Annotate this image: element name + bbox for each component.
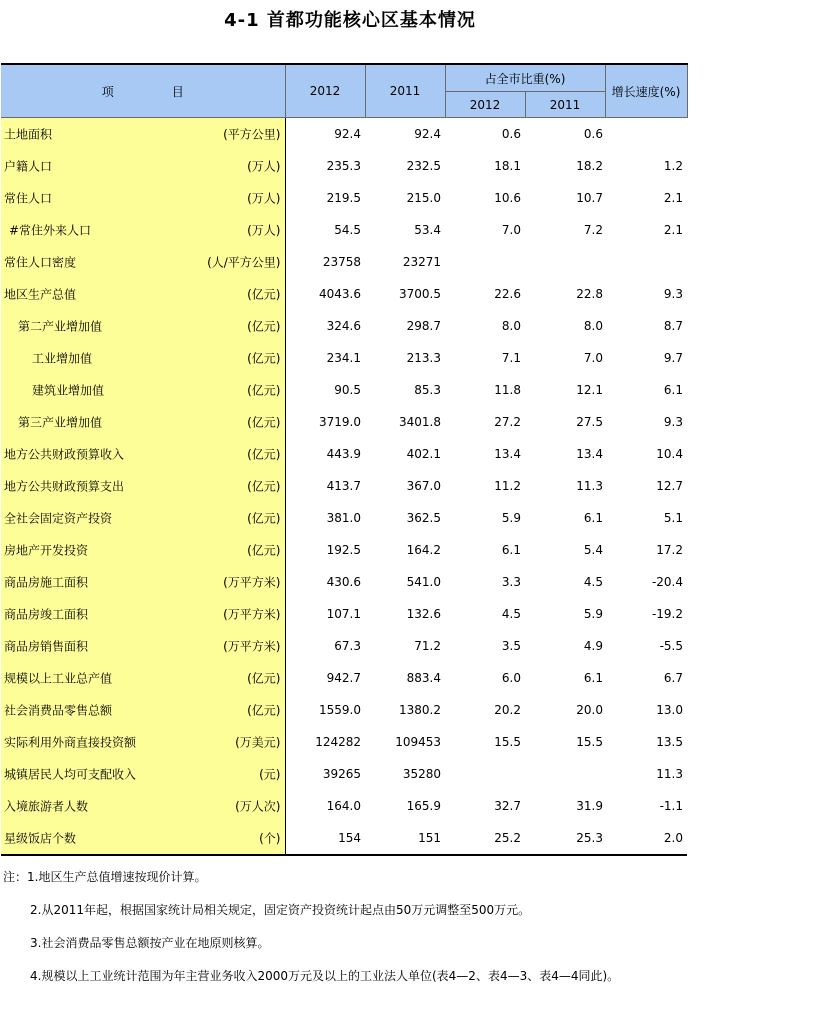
value-2012-cell: 381.0 [326, 511, 361, 525]
share-2012-cell: 27.2 [494, 415, 521, 429]
share-2012-cell [445, 246, 525, 278]
growth-cell: 9.7 [663, 351, 683, 365]
share-2011-cell: 22.8 [576, 287, 603, 301]
share-2011-cell: 11.3 [576, 479, 603, 493]
row-label-cell [1, 342, 285, 374]
share-2012-cell: 32.7 [494, 799, 521, 813]
growth-header: 增长速度(%) [605, 64, 687, 118]
share-2012-cell: 18.1 [494, 159, 521, 173]
footnote-3: 3.社会消费品零售总额按产业在地原则核算。 [30, 936, 270, 950]
value-2012-cell: 413.7 [326, 479, 361, 493]
value-2011-cell: 3401.8 [399, 415, 441, 429]
table-row [1, 534, 687, 566]
growth-cell: -5.5 [659, 639, 683, 653]
table-row [1, 758, 687, 790]
growth-cell: 2.1 [663, 191, 683, 205]
row-label: 星级饭店个数 [4, 831, 77, 846]
row-label: 实际利用外商直接投资额 [4, 735, 137, 750]
row-label-cell [1, 662, 285, 694]
share-2012-cell [445, 758, 525, 790]
row-label: 社会消费品零售总额 [4, 703, 113, 718]
growth-cell: 17.2 [656, 543, 683, 557]
share-2011-cell: 0.6 [583, 127, 603, 141]
growth-cell: -20.4 [651, 575, 683, 589]
row-unit: (亿元) [247, 703, 281, 718]
row-label: 城镇居民人均可支配收入 [4, 767, 137, 782]
row-label: 入境旅游者人数 [4, 799, 89, 814]
share-2012-cell: 11.2 [494, 479, 521, 493]
share-2011-cell: 7.2 [583, 223, 603, 237]
row-label: #常住外来人口 [9, 223, 92, 238]
share-2012-cell: 5.9 [501, 511, 521, 525]
row-unit: (万人) [247, 191, 281, 206]
row-label: 房地产开发投资 [4, 543, 89, 558]
row-label-cell [1, 118, 285, 151]
table-row [1, 278, 687, 310]
share-2011-cell: 6.1 [583, 671, 603, 685]
row-label: 商品房施工面积 [4, 575, 89, 590]
share-2012-cell: 7.0 [501, 223, 521, 237]
share-2012-cell: 8.0 [501, 319, 521, 333]
table-row [1, 150, 687, 182]
share-2011-cell: 25.3 [525, 822, 605, 855]
row-label-cell [1, 566, 285, 598]
value-2012-cell: 154 [285, 822, 365, 855]
row-label-cell [1, 726, 285, 758]
value-2012-cell: 67.3 [334, 639, 361, 653]
share-2011-cell: 7.0 [583, 351, 603, 365]
share-2011-cell: 10.7 [576, 191, 603, 205]
footnote-4: 4.规模以上工业统计范围为年主营业务收入2000万元及以上的工业法人单位(表4—2、表4—3、表4—4同此)。 [30, 969, 620, 983]
row-label: 建筑业增加值 [32, 383, 105, 398]
row-label: 常住人口密度 [4, 255, 77, 270]
row-label-cell [1, 182, 285, 214]
row-label: 地方公共财政预算支出 [4, 479, 125, 494]
share-2012-cell: 4.5 [501, 607, 521, 621]
row-unit: (万平方米) [223, 607, 281, 622]
share-2012-cell: 6.1 [501, 543, 521, 557]
share-2012-cell: 0.6 [501, 127, 521, 141]
value-2011-cell: 213.3 [406, 351, 441, 365]
table-row [1, 822, 687, 855]
share-2012-cell: 15.5 [494, 735, 521, 749]
table-row [1, 246, 687, 278]
value-2011-cell: 164.2 [406, 543, 441, 557]
share-2012-cell: 3.5 [501, 639, 521, 653]
share-2012-cell: 10.6 [494, 191, 521, 205]
row-unit: (万平方米) [223, 575, 281, 590]
row-label-cell [1, 406, 285, 438]
value-2011-cell: 298.7 [406, 319, 441, 333]
row-unit: (亿元) [247, 511, 281, 526]
value-2012-cell: 3719.0 [319, 415, 361, 429]
share-2011-cell [525, 246, 605, 278]
row-label: 商品房销售面积 [4, 639, 89, 654]
value-2012-cell: 443.9 [326, 447, 361, 461]
growth-cell: 1.2 [663, 159, 683, 173]
row-unit: (亿元) [247, 351, 281, 366]
table-body [1, 118, 687, 856]
table-row [1, 694, 687, 726]
growth-cell: 2.0 [605, 822, 687, 855]
value-2012-cell: 192.5 [326, 543, 361, 557]
row-label-cell [1, 310, 285, 342]
share-2011-cell: 6.1 [583, 511, 603, 525]
row-unit: (元) [259, 767, 281, 782]
footnote-2: 2.从2011年起，根据国家统计局相关规定，固定资产投资统计起点由50万元调整至500万元。 [30, 903, 531, 917]
row-unit: (亿元) [247, 415, 281, 430]
value-2012-cell: 107.1 [326, 607, 361, 621]
page-title: 4-1 首都功能核心区基本情况 [224, 10, 476, 31]
row-label-cell [1, 630, 285, 662]
value-2011-cell: 3700.5 [399, 287, 441, 301]
row-label-cell [1, 502, 285, 534]
share-2011-cell: 12.1 [576, 383, 603, 397]
table-row [1, 566, 687, 598]
row-unit: (亿元) [247, 287, 281, 302]
table-row [1, 118, 687, 151]
year-2012-header: 2012 [285, 64, 365, 118]
row-label-cell [1, 246, 285, 278]
growth-cell: 12.7 [656, 479, 683, 493]
row-label-cell [1, 214, 285, 246]
table-row [1, 662, 687, 694]
share-2011-cell: 15.5 [576, 735, 603, 749]
row-unit: (亿元) [247, 543, 281, 558]
value-2011-cell: 362.5 [406, 511, 441, 525]
table-row [1, 630, 687, 662]
row-label-cell [1, 822, 285, 855]
row-label-cell [1, 694, 285, 726]
value-2012-cell: 1559.0 [319, 703, 361, 717]
value-2012-cell: 234.1 [326, 351, 361, 365]
table-row [1, 598, 687, 630]
share-2012-cell: 25.2 [445, 822, 525, 855]
row-label-cell [1, 598, 285, 630]
share-2011-cell: 27.5 [576, 415, 603, 429]
row-unit: (亿元) [247, 447, 281, 462]
row-unit: (个) [259, 831, 281, 846]
growth-cell: 9.3 [663, 415, 683, 429]
item-header-part2: 目 [171, 84, 184, 99]
row-label-cell [1, 534, 285, 566]
share-2011-cell: 31.9 [576, 799, 603, 813]
table-row [1, 342, 687, 374]
value-2012-cell: 942.7 [326, 671, 361, 685]
value-2011-cell: 232.5 [406, 159, 441, 173]
value-2012-cell: 54.5 [334, 223, 361, 237]
row-unit: (亿元) [247, 671, 281, 686]
value-2011-cell: 367.0 [406, 479, 441, 493]
value-2012-cell: 23758 [322, 255, 361, 269]
share-2012-cell: 22.6 [494, 287, 521, 301]
growth-cell: 10.4 [656, 447, 683, 461]
share-2012-header: 2012 [445, 92, 525, 118]
value-2011-cell: 23271 [402, 255, 441, 269]
growth-cell: 13.5 [656, 735, 683, 749]
share-2012-cell: 13.4 [494, 447, 521, 461]
year-2011-header: 2011 [365, 64, 445, 118]
value-2011-cell: 35280 [402, 767, 441, 781]
share-2011-cell: 13.4 [576, 447, 603, 461]
share-2011-cell: 18.2 [576, 159, 603, 173]
row-unit: (万人次) [235, 799, 281, 814]
row-label: 常住人口 [4, 191, 53, 206]
row-label-cell [1, 758, 285, 790]
item-header-part1: 项 [101, 84, 114, 99]
share-2011-cell: 20.0 [576, 703, 603, 717]
row-label: 规模以上工业总产值 [4, 671, 113, 686]
value-2011-cell: 53.4 [414, 223, 441, 237]
value-2012-cell: 219.5 [326, 191, 361, 205]
value-2012-cell: 39265 [322, 767, 361, 781]
share-group-header: 占全市比重(%) [445, 64, 605, 92]
row-unit: (平方公里) [223, 127, 281, 142]
row-unit: (亿元) [247, 383, 281, 398]
row-label: 第三产业增加值 [18, 415, 103, 430]
table-row [1, 406, 687, 438]
row-unit: (万人) [247, 159, 281, 174]
value-2011-cell: 883.4 [406, 671, 441, 685]
row-unit: (万人) [247, 223, 281, 238]
value-2011-cell: 109453 [395, 735, 441, 749]
growth-cell: 5.1 [663, 511, 683, 525]
share-2011-header: 2011 [525, 92, 605, 118]
value-2012-cell: 324.6 [326, 319, 361, 333]
table-header [1, 64, 687, 118]
growth-cell [605, 246, 687, 278]
value-2011-cell: 215.0 [406, 191, 441, 205]
share-2011-cell: 4.5 [583, 575, 603, 589]
row-unit: (万平方米) [223, 639, 281, 654]
row-label-cell [1, 470, 285, 502]
table-row [1, 310, 687, 342]
row-label-cell [1, 438, 285, 470]
row-unit: (人/平方公里) [207, 255, 281, 270]
share-2012-cell: 6.0 [501, 671, 521, 685]
growth-cell: -1.1 [659, 799, 683, 813]
footnote-1: 注：1.地区生产总值增速按现价计算。 [3, 870, 207, 884]
table-row [1, 182, 687, 214]
table-row [1, 438, 687, 470]
table-row [1, 214, 687, 246]
table-row [1, 374, 687, 406]
value-2011-cell: 71.2 [414, 639, 441, 653]
row-unit: (万美元) [235, 735, 281, 750]
growth-cell: 13.0 [656, 703, 683, 717]
row-label: 工业增加值 [32, 351, 93, 366]
growth-cell: 6.7 [663, 671, 683, 685]
growth-cell: 9.3 [663, 287, 683, 301]
value-2011-cell: 132.6 [406, 607, 441, 621]
value-2012-cell: 4043.6 [319, 287, 361, 301]
statistics-table [1, 63, 688, 856]
value-2011-cell: 541.0 [406, 575, 441, 589]
growth-cell [605, 118, 687, 151]
value-2012-cell: 124282 [315, 735, 361, 749]
table-row [1, 790, 687, 822]
value-2011-cell: 165.9 [406, 799, 441, 813]
share-2011-cell [525, 758, 605, 790]
row-unit: (亿元) [247, 319, 281, 334]
row-label: 地方公共财政预算收入 [4, 447, 125, 462]
row-label-cell [1, 790, 285, 822]
value-2012-cell: 90.5 [334, 383, 361, 397]
share-2012-cell: 7.1 [501, 351, 521, 365]
value-2012-cell: 164.0 [326, 799, 361, 813]
growth-cell: 6.1 [663, 383, 683, 397]
share-2011-cell: 8.0 [583, 319, 603, 333]
share-2011-cell: 4.9 [583, 639, 603, 653]
row-label: 地区生产总值 [4, 287, 77, 302]
value-2011-cell: 85.3 [414, 383, 441, 397]
growth-cell: -19.2 [651, 607, 683, 621]
share-2011-cell: 5.9 [583, 607, 603, 621]
value-2011-cell: 151 [365, 822, 445, 855]
row-unit: (亿元) [247, 479, 281, 494]
value-2011-cell: 402.1 [406, 447, 441, 461]
table-row [1, 470, 687, 502]
table-row [1, 502, 687, 534]
growth-cell: 11.3 [656, 767, 683, 781]
row-label: 第二产业增加值 [18, 319, 103, 334]
value-2012-cell: 92.4 [334, 127, 361, 141]
row-label: 土地面积 [4, 127, 53, 142]
growth-cell: 8.7 [663, 319, 683, 333]
value-2012-cell: 235.3 [326, 159, 361, 173]
row-label-cell [1, 278, 285, 310]
share-2011-cell: 5.4 [583, 543, 603, 557]
share-2012-cell: 11.8 [494, 383, 521, 397]
value-2011-cell: 1380.2 [399, 703, 441, 717]
row-label: 户籍人口 [4, 159, 53, 174]
row-label: 商品房竣工面积 [4, 607, 89, 622]
value-2012-cell: 430.6 [326, 575, 361, 589]
row-label-cell [1, 150, 285, 182]
item-column-header [1, 64, 285, 118]
table-row [1, 726, 687, 758]
row-label: 全社会固定资产投资 [4, 511, 113, 526]
share-2012-cell: 20.2 [494, 703, 521, 717]
growth-cell: 2.1 [663, 223, 683, 237]
value-2011-cell: 92.4 [414, 127, 441, 141]
row-label-cell [1, 374, 285, 406]
share-2012-cell: 3.3 [501, 575, 521, 589]
